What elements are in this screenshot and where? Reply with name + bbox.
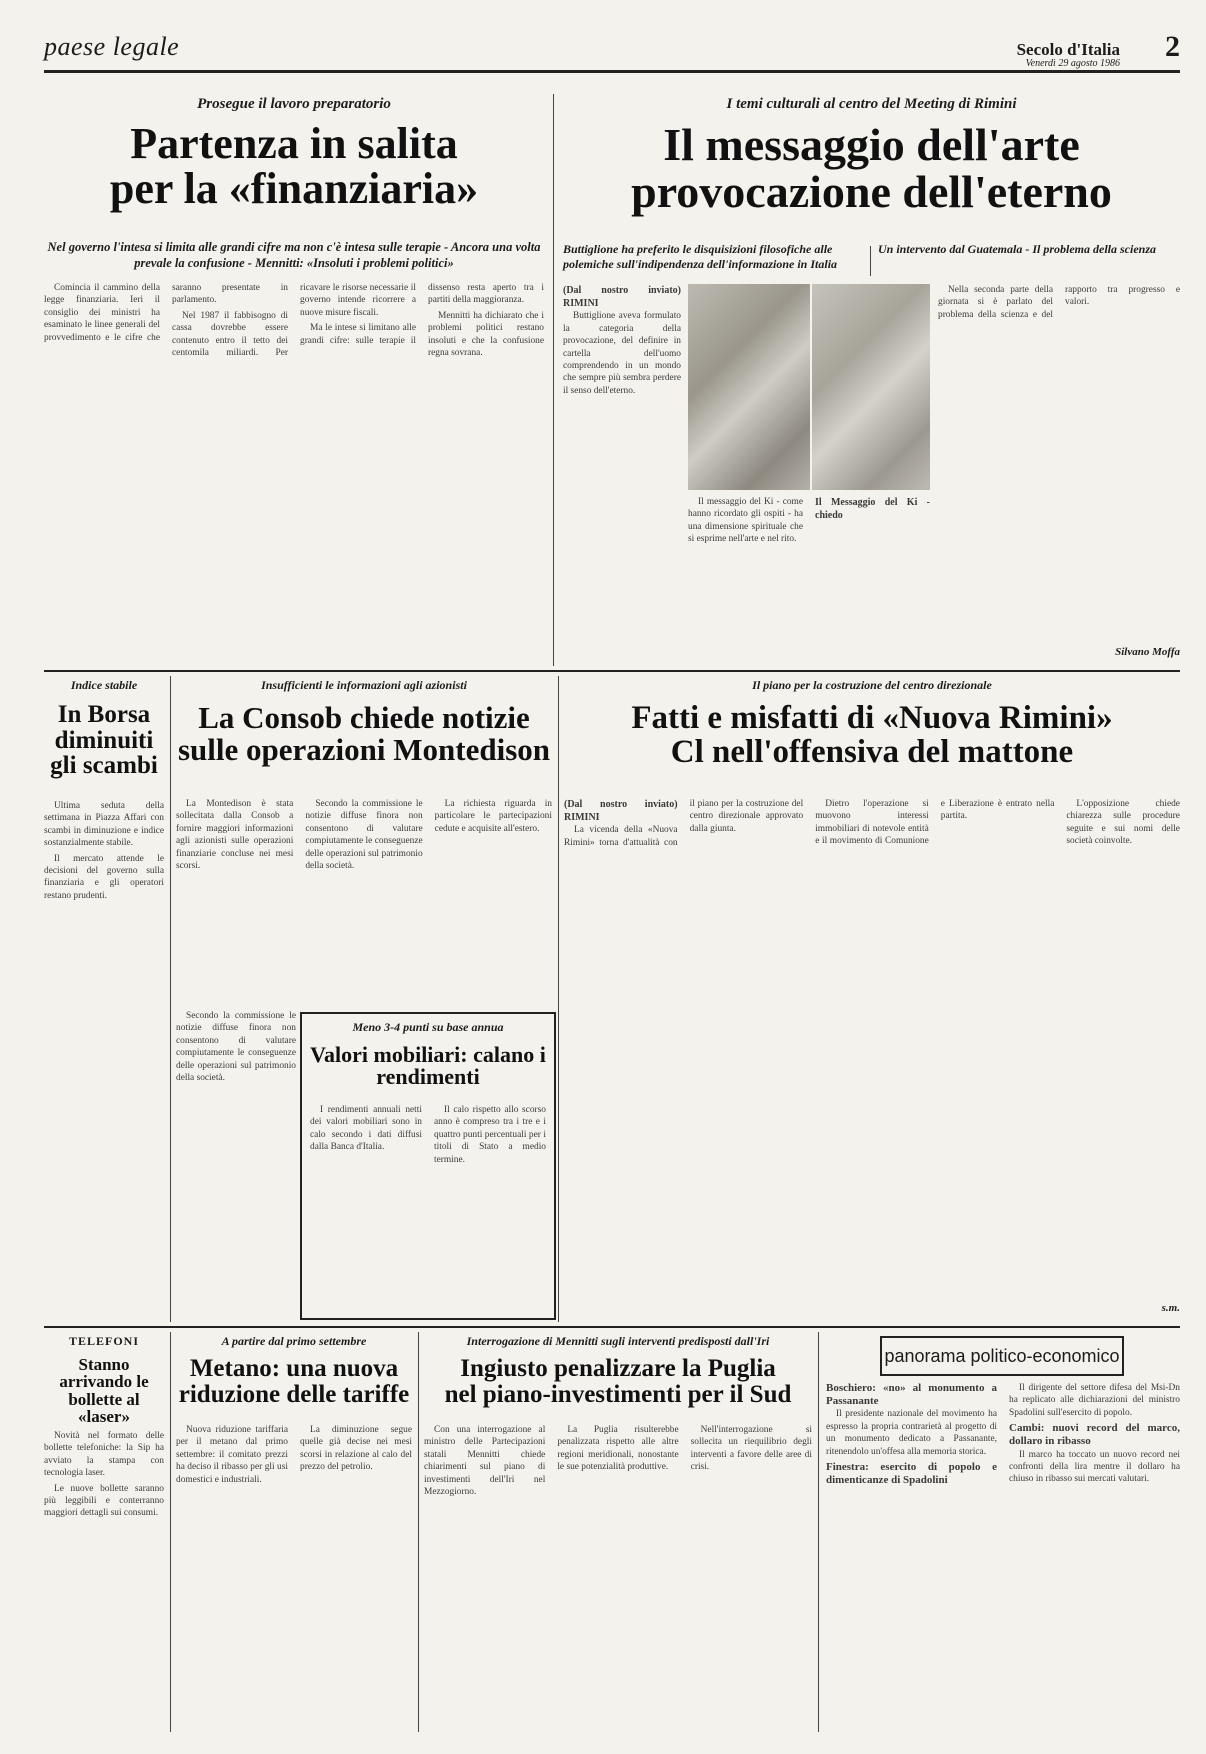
column-divider [818,1332,819,1732]
telefoni-kicker: TELEFONI [68,1334,139,1348]
telefoni-paragraph: Novità nel formato delle bollette telefoniche: la Sip ha avviato la stampa con tecnologia laser. [44,1431,164,1479]
telefoni-body [44,1430,164,1730]
consob-paragraph: La Montedison è stata sollecitata dalla Consob a fornire maggiori informazioni agli azionisti sulle operazioni finanziarie concluse nei mesi scorsi. [176,799,294,872]
panorama-item3-head: Cambi: nuovi record del marco, dollaro in ribasso [1009,1422,1180,1448]
rimini-headline [564,702,1180,769]
consob-headline-line2: sulle operazioni Montedison [177,731,550,767]
issue-date: Venerdì 29 agosto 1986 [1025,58,1120,69]
valori-kicker: Meno 3-4 punti su base annua [352,1020,504,1034]
puglia-headline-line2: nel piano-investimenti per il Sud [444,1380,792,1408]
meeting-headline [563,119,1180,217]
finanziaria-deck: Nel governo l'intesa si limita alle grandi cifre ma non c'è intesa sulle terapie - Ancora una volta prevale la confusione - Mennitti: «Insoluti i problemi politici» [47,240,541,270]
puglia-paragraph: Nell'interrogazione si sollecita un riequilibrio degli interventi a favore delle aree di crisi. [690,1425,812,1473]
rimini-paragraph: L'opposizione chiede chiarezza sulle procedure seguite e sui nomi delle società coinvolte. [1066,799,1180,847]
puglia-body [424,1424,812,1730]
borsa-paragraph: Ultima seduta della settimana in Piazza Affari con scambi in diminuzione e indice sostanzialmente stabile. [44,801,164,849]
section-rule [44,1326,1180,1328]
finanziaria-headline-line2: per la «finanziaria» [109,163,479,213]
meeting-paragraph: Il messaggio del Ki - come hanno ricordato gli ospiti - ha una dimensione spirituale che si esprime nell'arte e nel rito. [688,497,803,545]
meeting-paragraph: Nella seconda parte della giornata si è parlato del problema della scienza e del rapporto tra progresso e valori. [938,285,1180,320]
consob-headline [176,702,552,765]
panorama-body [826,1382,1180,1732]
finanziaria-kicker: Prosegue il lavoro preparatorio [197,96,391,112]
section-rule [44,670,1180,672]
finanziaria-paragraph: Mennitti ha dichiarato che i problemi politici restano insoluti e che la confusione regna sovrana. [428,310,544,359]
metano-headline-line1: Metano: una nuova [189,1355,399,1382]
meeting-body-col2 [688,496,930,664]
column-divider [170,1332,171,1732]
section-name: paese legale [44,32,180,61]
consob-kicker: Insufficienti le informazioni agli azionisti [261,678,467,692]
newspaper-name: Secolo d'Italia [1016,40,1120,59]
rimini-body [564,798,1180,1298]
rimini-kicker: Il piano per la costruzione del centro direzionale [752,678,992,692]
meeting-deck-left: Buttiglione ha preferito le disquisizioni filosofiche alle polemiche sull'indipendenza dell'informazione in Italia [563,242,838,271]
rimini-signature: s.m. [1161,1302,1180,1314]
metano-paragraph: La diminuzione segue quelle già decise nei mesi scorsi in relazione al calo del prezzo del petrolio. [300,1425,412,1473]
rimini-paragraph: Dietro l'operazione si muovono interessi immobiliari di notevole entità e il movimento di Comunione e Liberazione è entrato nella partita. [815,799,1055,847]
column-divider [553,94,554,666]
puglia-headline [424,1356,812,1407]
consob-body-lower [176,1010,296,1320]
page-number: 2 [1165,30,1180,63]
puglia-headline-line1: Ingiusto penalizzare la Puglia [460,1355,776,1382]
deck-divider [870,246,871,276]
valori-paragraph: Il calo rispetto allo scorso anno è compreso tra i tre e i quattro punti percentuali per i titoli di Stato a medio termine. [434,1105,546,1165]
meeting-subhead: Il Messaggio del Ki - chiedo [815,497,930,522]
valori-box [300,1012,556,1320]
borsa-headline: In Borsa diminuiti gli scambi [50,701,158,779]
column-divider [170,676,171,1322]
consob-headline-line1: La Consob chiede notizie [198,700,530,735]
metano-paragraph: Nuova riduzione tariffaria per il metano dal primo settembre: il comitato prezzi ha deciso il ribasso per gli usi domestici e industriali. [176,1425,288,1485]
meeting-headline-line2: provocazione dell'eterno [631,165,1112,217]
consob-paragraph: Secondo la commissione le notizie diffuse finora non consentono di valutare compiutamente le conseguenze delle operazioni sul patrimonio della società. [176,1011,296,1084]
meeting-dateline: (Dal nostro inviato) RIMINI [563,285,681,310]
finanziaria-paragraph: Nel 1987 il fabbisogno di cassa dovrebbe essere contenuto entro il tetto dei centomila miliardi. Per ricavare le risorse necessarie il governo intende ricorrere a nuove misure fiscali. [172,283,416,359]
meeting-photo [688,284,810,490]
consob-paragraph: La richiesta riguarda in particolare le partecipazioni cedute e acquisite all'estero. [434,799,552,834]
meeting-body-col1 [563,284,681,664]
metano-headline-line2: riduzione delle tariffe [178,1380,410,1408]
masthead [44,30,1180,73]
rimini-headline-line1: Fatti e misfatti di «Nuova Rimini» [631,700,1113,736]
finanziaria-body [44,282,544,664]
puglia-kicker: Interrogazione di Mennitti sugli interventi predisposti dall'Iri [466,1334,770,1348]
borsa-body [44,800,164,1320]
finanziaria-paragraph: Ma le intese si limitano alle grandi cifre: sulle terapie il dissenso resta aperto tra i partiti della maggioranza. [300,283,544,346]
meeting-headline-line1: Il messaggio dell'arte [663,119,1080,170]
valori-paragraph: I rendimenti annuali netti dei valori mobiliari sono in calo secondo i dati diffusi dalla Banca d'Italia. [310,1105,422,1153]
rimini-dateline: (Dal nostro inviato) RIMINI [564,799,678,824]
meeting-photo-right [812,284,930,490]
valori-body [310,1104,546,1310]
puglia-paragraph: La Puglia risulterebbe penalizzata rispetto alle altre regioni meridionali, nonostante le sue potenzialità produttive. [557,1425,679,1473]
borsa-paragraph: Il mercato attende le decisioni del governo sulla finanziaria e gli operatori restano prudenti. [44,853,164,901]
metano-kicker: A partire dal primo settembre [221,1334,367,1348]
meeting-kicker: I temi culturali al centro del Meeting di Rimini [726,96,1017,112]
panorama-item1-body: Il presidente nazionale del movimento ha espresso la propria contrarietà al progetto di un monumento dedicato a Passanante, ritenendolo un'offesa alla memoria storica. [826,1409,997,1457]
panorama-item2-body: Il dirigente del settore difesa del Msi-Dn ha replicato alle dichiarazioni del ministro Spadolini sull'esercito di popolo. [1009,1383,1180,1418]
panorama-item2-head: Finestra: esercito di popolo e dimenticanze di Spadolini [826,1461,997,1487]
metano-headline [176,1356,412,1407]
valori-headline: Valori mobiliari: calano i rendimenti [310,1042,546,1090]
telefoni-headline: Stanno arrivando le bollette al «laser» [59,1355,149,1426]
finanziaria-paragraph: Comincia il cammino della legge finanziaria. Ieri il consiglio dei ministri ha esaminato le linee generali del provvedimento e le cifre che saranno presentate in parlamento. [44,283,288,343]
meeting-deck-right: Un intervento dal Guatemala - Il problema della scienza [878,242,1156,256]
panorama-item3-body: Il marco ha toccato un nuovo record nei confronti della lira mentre il dollaro ha chiuso in ribasso sui mercati valutari. [1009,1449,1180,1485]
rimini-paragraph: La vicenda della «Nuova Rimini» torna d'attualità con il piano per la costruzione del centro direzionale approvato dalla giunta. [564,799,804,848]
consob-paragraph: Secondo la commissione le notizie diffuse finora non consentono di valutare compiutamente le conseguenze delle operazioni sul patrimonio della società. [305,799,423,872]
finanziaria-headline-line1: Partenza in salita [130,119,458,168]
finanziaria-headline [44,119,544,213]
metano-body [176,1424,412,1730]
panorama-item1-head: Boschiero: «no» al monumento a Passanante [826,1382,997,1408]
column-divider [418,1332,419,1732]
panorama-title-box [880,1336,1124,1376]
rimini-headline-line2: Cl nell'offensiva del mattone [670,733,1074,770]
meeting-body-col3 [938,284,1180,640]
consob-body [176,798,552,1008]
puglia-paragraph: Con una interrogazione al ministro delle Partecipazioni statali Mennitti chiede chiarimenti sul piano di investimenti dell'Iri nel Mezzogiorno. [424,1425,546,1498]
meeting-paragraph: Buttiglione aveva formulato la categoria della provocazione, del definire in cartella dell'uomo comprendendo in un mondo che sempre più sembra perdere il senso dell'eterno. [563,311,681,396]
column-divider [558,676,559,1322]
meeting-signature: Silvano Moffa [1115,646,1180,658]
borsa-kicker: Indice stabile [70,678,138,692]
telefoni-paragraph: Le nuove bollette saranno più leggibili e conterranno maggiori dettagli sui consumi. [44,1483,164,1519]
panorama-title: panorama politico-economico [884,1346,1120,1366]
